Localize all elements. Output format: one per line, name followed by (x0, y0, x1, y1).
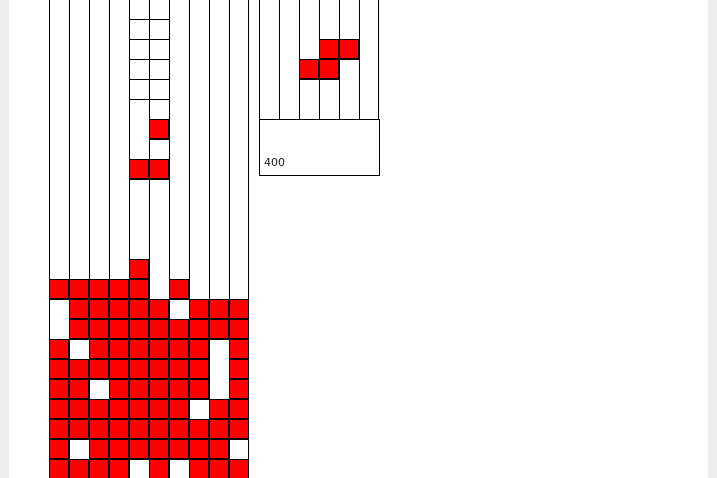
board-cell (149, 39, 169, 59)
board-cell (89, 219, 109, 239)
preview-cell (339, 99, 359, 119)
board-cell (209, 19, 229, 39)
board-block (89, 319, 109, 339)
board-block (149, 319, 169, 339)
board-cell (169, 59, 189, 79)
score-panel (259, 119, 380, 176)
board-block (69, 399, 89, 419)
preview-cell (319, 99, 339, 119)
board-block (49, 279, 69, 299)
board-cell (169, 39, 189, 59)
board-cell (129, 59, 149, 79)
board-cell (209, 79, 229, 99)
board-cell (169, 159, 189, 179)
board-cell (189, 179, 209, 199)
board-block (109, 439, 129, 459)
board-block (109, 379, 129, 399)
board-cell (209, 339, 229, 359)
board-block (129, 159, 149, 179)
preview-cell (299, 0, 319, 19)
board-cell (109, 239, 129, 259)
board-block (69, 319, 89, 339)
board-cell (89, 99, 109, 119)
board-block (209, 459, 229, 478)
board-cell (109, 19, 129, 39)
board-cell (189, 239, 209, 259)
board-cell (229, 259, 249, 279)
board-cell (129, 199, 149, 219)
board-cell (149, 199, 169, 219)
preview-block (339, 39, 359, 59)
board-cell (49, 259, 69, 279)
preview-cell (259, 99, 279, 119)
board-cell (149, 179, 169, 199)
board-block (189, 439, 209, 459)
board-cell (49, 99, 69, 119)
board-block (129, 259, 149, 279)
board-block (129, 319, 149, 339)
board-cell (189, 139, 209, 159)
board-block (109, 319, 129, 339)
board-block (209, 299, 229, 319)
board-cell (49, 59, 69, 79)
board-cell (89, 139, 109, 159)
board-block (169, 399, 189, 419)
board-cell (209, 39, 229, 59)
board-block (109, 399, 129, 419)
board-cell (209, 279, 229, 299)
board-cell (209, 159, 229, 179)
board-cell (189, 0, 209, 19)
board-cell (89, 199, 109, 219)
board-block (69, 379, 89, 399)
board-cell (49, 159, 69, 179)
board-cell (149, 99, 169, 119)
board-block (229, 379, 249, 399)
board-cell (109, 99, 129, 119)
board-cell (69, 339, 89, 359)
board-block (49, 419, 69, 439)
preview-cell (339, 19, 359, 39)
board-cell (189, 99, 209, 119)
board-cell (89, 379, 109, 399)
board-cell (49, 139, 69, 159)
board-block (189, 299, 209, 319)
board-block (149, 339, 169, 359)
board-block (109, 359, 129, 379)
board-cell (109, 219, 129, 239)
board-cell (169, 119, 189, 139)
preview-cell (359, 19, 379, 39)
board-cell (229, 179, 249, 199)
preview-cell (279, 79, 299, 99)
board-cell (129, 0, 149, 19)
board-cell (69, 39, 89, 59)
board-cell (49, 319, 69, 339)
board-cell (189, 399, 209, 419)
board-block (209, 419, 229, 439)
board-cell (149, 79, 169, 99)
board-cell (69, 239, 89, 259)
board-block (49, 339, 69, 359)
board-block (109, 279, 129, 299)
preview-cell (259, 0, 279, 19)
board-block (189, 319, 209, 339)
board-block (149, 359, 169, 379)
board-cell (149, 239, 169, 259)
board-cell (169, 19, 189, 39)
board-cell (169, 199, 189, 219)
board-cell (189, 19, 209, 39)
board-block (89, 419, 109, 439)
board-cell (149, 279, 169, 299)
board-cell (169, 179, 189, 199)
board-block (209, 439, 229, 459)
board-cell (229, 219, 249, 239)
board-cell (209, 119, 229, 139)
board-cell (49, 219, 69, 239)
preview-block (319, 39, 339, 59)
board-cell (109, 79, 129, 99)
board-block (169, 419, 189, 439)
board-block (169, 279, 189, 299)
board-block (149, 119, 169, 139)
board-cell (109, 259, 129, 279)
preview-cell (339, 0, 359, 19)
board-cell (49, 19, 69, 39)
board-block (189, 379, 209, 399)
board-block (109, 299, 129, 319)
board-cell (189, 219, 209, 239)
board-cell (229, 39, 249, 59)
board-cell (49, 39, 69, 59)
board-cell (229, 159, 249, 179)
board-cell (49, 79, 69, 99)
board-cell (49, 239, 69, 259)
board-cell (69, 259, 89, 279)
board-cell (129, 99, 149, 119)
preview-cell (299, 19, 319, 39)
board-cell (129, 239, 149, 259)
board-block (229, 399, 249, 419)
board-block (229, 319, 249, 339)
preview-cell (339, 79, 359, 99)
board-block (189, 419, 209, 439)
board-block (129, 379, 149, 399)
board-block (49, 439, 69, 459)
board-block (129, 439, 149, 459)
board-block (149, 399, 169, 419)
board-cell (129, 179, 149, 199)
board-cell (69, 59, 89, 79)
board-block (129, 399, 149, 419)
board-cell (69, 199, 89, 219)
preview-cell (299, 39, 319, 59)
preview-cell (319, 79, 339, 99)
board-cell (209, 359, 229, 379)
board-cell (169, 239, 189, 259)
preview-cell (259, 39, 279, 59)
board-cell (189, 279, 209, 299)
board-cell (209, 259, 229, 279)
board-cell (109, 179, 129, 199)
board-cell (209, 99, 229, 119)
board-cell (169, 99, 189, 119)
board-cell (209, 139, 229, 159)
preview-cell (279, 0, 299, 19)
board-block (49, 459, 69, 478)
board-block (229, 459, 249, 478)
board-block (129, 279, 149, 299)
board-block (89, 459, 109, 478)
board-cell (69, 219, 89, 239)
board-cell (69, 0, 89, 19)
board-cell (189, 159, 209, 179)
preview-cell (279, 99, 299, 119)
board-cell (49, 0, 69, 19)
preview-cell (359, 39, 379, 59)
board-cell (169, 219, 189, 239)
board-cell (49, 199, 69, 219)
board-block (129, 339, 149, 359)
board-cell (189, 199, 209, 219)
board-cell (69, 159, 89, 179)
board-cell (209, 379, 229, 399)
preview-block (299, 59, 319, 79)
board-block (49, 379, 69, 399)
board-cell (109, 199, 129, 219)
board-cell (149, 219, 169, 239)
board-cell (229, 239, 249, 259)
board-cell (229, 139, 249, 159)
preview-cell (359, 59, 379, 79)
board-cell (169, 0, 189, 19)
board-block (169, 339, 189, 359)
board-block (149, 159, 169, 179)
board-block (209, 319, 229, 339)
board-cell (189, 79, 209, 99)
board-block (169, 359, 189, 379)
board-block (129, 419, 149, 439)
board-cell (149, 0, 169, 19)
board-cell (149, 19, 169, 39)
board-cell (229, 99, 249, 119)
board-cell (69, 99, 89, 119)
board-cell (129, 119, 149, 139)
board-cell (89, 179, 109, 199)
board-block (69, 359, 89, 379)
board-cell (89, 159, 109, 179)
board-cell (89, 39, 109, 59)
board-cell (209, 179, 229, 199)
board-cell (89, 0, 109, 19)
board-cell (229, 279, 249, 299)
score-value: 400 (264, 156, 285, 169)
board-block (49, 399, 69, 419)
board-cell (109, 39, 129, 59)
board-cell (229, 199, 249, 219)
board-cell (129, 139, 149, 159)
board-cell (169, 459, 189, 478)
board-block (229, 419, 249, 439)
board-block (229, 339, 249, 359)
board-block (89, 399, 109, 419)
board-cell (189, 59, 209, 79)
board-block (209, 399, 229, 419)
board-block (69, 459, 89, 478)
board-cell (69, 439, 89, 459)
board-cell (109, 159, 129, 179)
board-block (189, 339, 209, 359)
board-block (229, 359, 249, 379)
preview-cell (339, 59, 359, 79)
preview-cell (299, 79, 319, 99)
board-cell (69, 119, 89, 139)
board-block (89, 359, 109, 379)
board-cell (129, 19, 149, 39)
board-cell (209, 219, 229, 239)
board-cell (49, 179, 69, 199)
board-cell (209, 59, 229, 79)
board-cell (209, 0, 229, 19)
board-cell (209, 199, 229, 219)
board-cell (209, 239, 229, 259)
game-board (49, 0, 249, 478)
board-cell (229, 0, 249, 19)
board-cell (69, 179, 89, 199)
preview-block (319, 59, 339, 79)
preview-cell (299, 99, 319, 119)
preview-cell (259, 59, 279, 79)
board-cell (169, 139, 189, 159)
board-cell (89, 119, 109, 139)
preview-cell (319, 19, 339, 39)
board-cell (129, 39, 149, 59)
board-cell (49, 119, 69, 139)
board-block (189, 359, 209, 379)
board-cell (89, 239, 109, 259)
board-cell (169, 259, 189, 279)
board-block (129, 299, 149, 319)
preview-cell (279, 19, 299, 39)
preview-cell (259, 79, 279, 99)
board-block (89, 339, 109, 359)
board-cell (229, 19, 249, 39)
board-cell (109, 139, 129, 159)
board-block (189, 459, 209, 478)
preview-cell (259, 19, 279, 39)
board-cell (189, 119, 209, 139)
board-block (109, 339, 129, 359)
board-block (69, 279, 89, 299)
next-piece-preview (259, 0, 379, 119)
board-block (69, 299, 89, 319)
board-cell (169, 299, 189, 319)
board-block (129, 359, 149, 379)
board-block (169, 439, 189, 459)
board-cell (169, 79, 189, 99)
board-cell (109, 59, 129, 79)
board-block (89, 439, 109, 459)
board-cell (229, 79, 249, 99)
preview-cell (319, 0, 339, 19)
board-cell (89, 259, 109, 279)
board-cell (189, 259, 209, 279)
board-cell (189, 39, 209, 59)
board-cell (149, 59, 169, 79)
board-cell (89, 79, 109, 99)
preview-cell (359, 79, 379, 99)
board-cell (129, 219, 149, 239)
board-block (169, 319, 189, 339)
board-block (89, 279, 109, 299)
board-cell (69, 19, 89, 39)
board-block (149, 419, 169, 439)
board-block (89, 299, 109, 319)
board-block (149, 379, 169, 399)
board-block (169, 379, 189, 399)
board-cell (149, 259, 169, 279)
board-cell (229, 59, 249, 79)
board-cell (229, 119, 249, 139)
board-block (109, 459, 129, 478)
preview-cell (359, 99, 379, 119)
board-cell (149, 139, 169, 159)
board-block (49, 359, 69, 379)
preview-cell (359, 0, 379, 19)
board-cell (89, 59, 109, 79)
board-cell (109, 119, 129, 139)
board-cell (109, 0, 129, 19)
preview-cell (279, 59, 299, 79)
board-cell (129, 79, 149, 99)
board-block (149, 439, 169, 459)
board-block (109, 419, 129, 439)
board-block (149, 299, 169, 319)
game-canvas (9, 0, 708, 478)
board-block (149, 459, 169, 478)
board-cell (229, 439, 249, 459)
board-cell (89, 19, 109, 39)
board-block (69, 419, 89, 439)
board-block (229, 299, 249, 319)
board-cell (69, 139, 89, 159)
board-cell (49, 299, 69, 319)
preview-cell (279, 39, 299, 59)
board-cell (129, 459, 149, 478)
board-cell (69, 79, 89, 99)
